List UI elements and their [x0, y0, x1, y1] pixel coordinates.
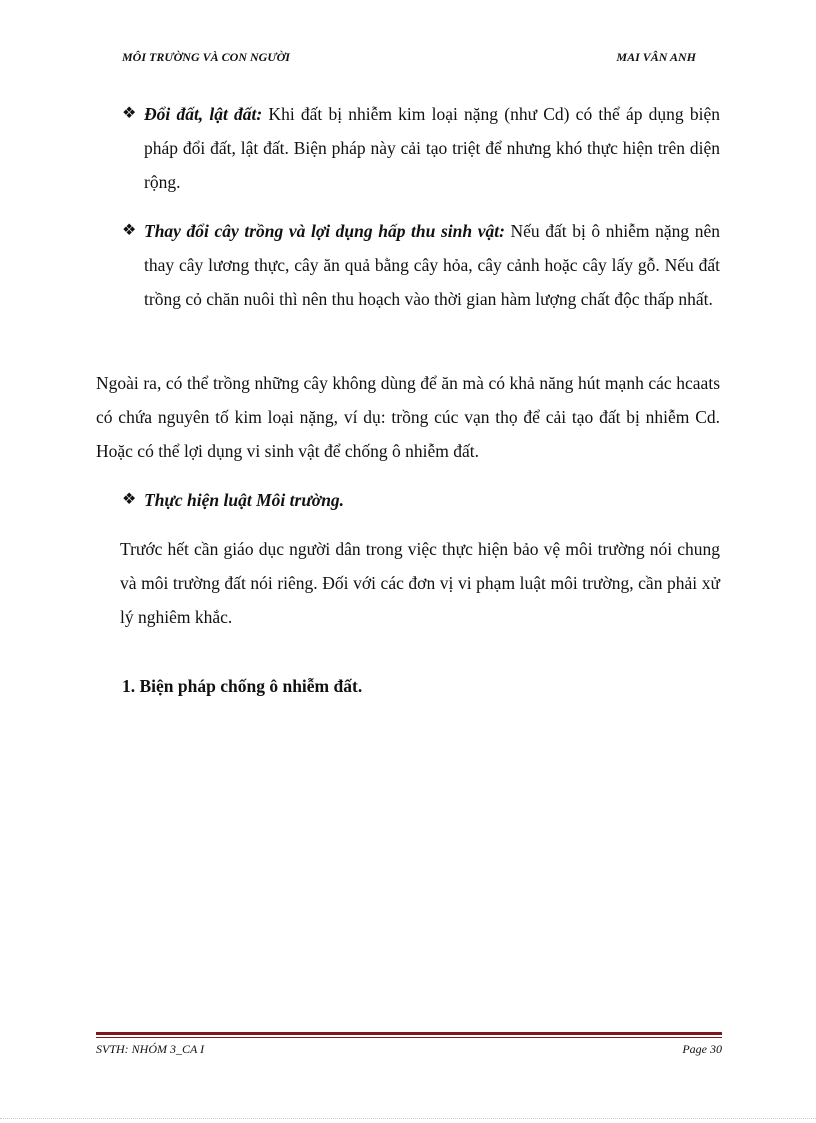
bullet-term: Thay đổi cây trồng và lợi dụng hấp thu sinh vật:: [144, 221, 505, 241]
paragraph-truoc-het: Trước hết cần giáo dục người dân trong việc thực hiện bảo vệ môi trường nói chung và môi trường đất nói riêng. Đối với các đơn vị vi phạm luật môi trường, cần phải xử lý nghiêm khắc.: [120, 539, 720, 627]
footer-group: SVTH: NHÓM 3_CA I: [96, 1042, 205, 1056]
header-title: MÔI TRƯỜNG VÀ CON NGƯỜI: [122, 50, 290, 64]
section-heading: 1. Biện pháp chống ô nhiễm đất.: [122, 676, 363, 696]
bullet-term: Đổi đất, lật đất:: [144, 104, 263, 124]
bullet-thay-doi-cay-trong: [122, 214, 720, 316]
bullet-text: Khi đất bị nhiễm kim loại nặng (như Cd) có thể áp dụng biện pháp đổi đất, lật đất. Biện pháp này cải tạo triệt để nhưng khó thực hiện trên diện rộng.: [144, 104, 720, 192]
header-author: MAI VÂN ANH: [616, 50, 696, 64]
paragraph-ngoai-ra: Ngoài ra, có thể trồng những cây không dùng để ăn mà có khả năng hút mạnh các hcaats có chứa nguyên tố kim loại nặng, ví dụ: trồng cúc vạn thọ để cải tạo đất bị nhiễm Cd. Hoặc có thể lợi dụng vi sinh vật để chống ô nhiễm đất.: [96, 373, 720, 461]
page-footer: [96, 1042, 722, 1060]
footer-divider: [96, 1032, 722, 1035]
page-number: Page 30: [682, 1042, 722, 1056]
page-edge: [0, 1118, 816, 1119]
page-header: [122, 50, 696, 70]
bullet-doi-dat: [122, 97, 720, 199]
bullet-text: Nếu đất bị ô nhiễm nặng nên thay cây lương thực, cây ăn quả bằng cây hỏa, cây cảnh hoặc cây lấy gỗ. Nếu đất trồng cỏ chăn nuôi thì nên thu hoạch vào thời gian hàm lượng chất độc thấp nhất.: [144, 221, 720, 309]
footer-divider-thin: [96, 1037, 722, 1038]
diamond-bullet-icon: ❖: [122, 105, 137, 122]
diamond-bullet-icon: ❖: [122, 491, 137, 508]
bullet-term: Thực hiện luật Môi trường.: [144, 490, 345, 510]
diamond-bullet-icon: ❖: [122, 222, 137, 239]
bullet-luat-moi-truong: [122, 483, 720, 517]
